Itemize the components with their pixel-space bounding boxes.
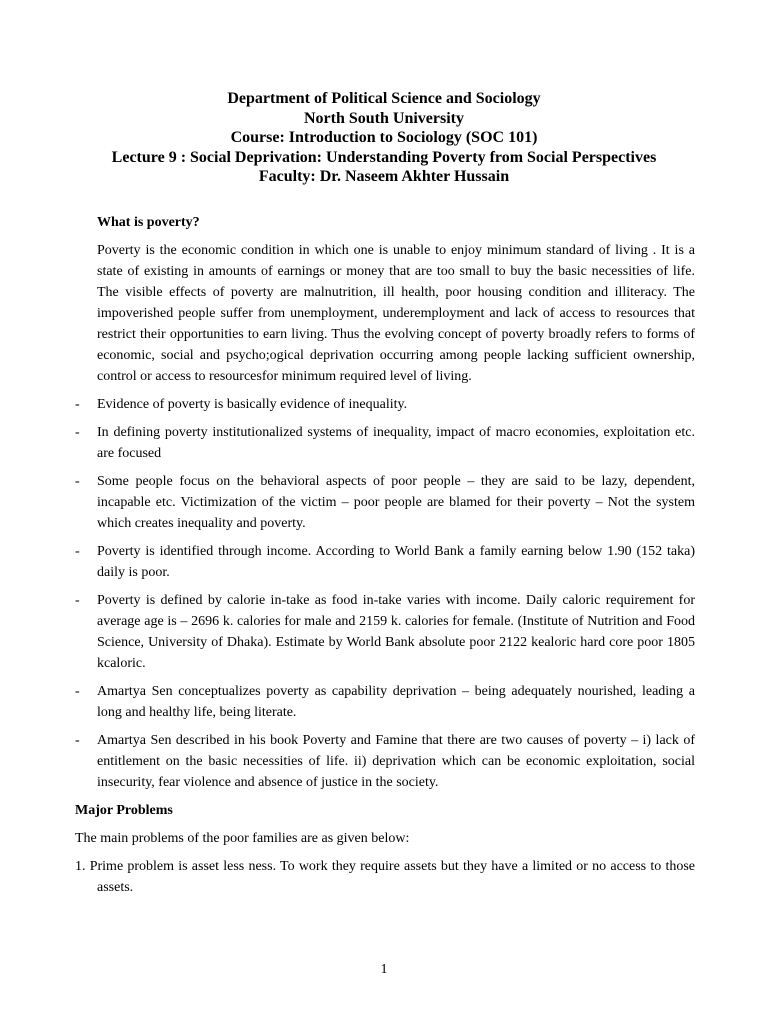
bullet-dash: - (75, 733, 80, 748)
document-header (0, 89, 768, 187)
course-title: Course: Introduction to Sociology (SOC 101) (230, 129, 538, 146)
bullet-dash: - (75, 544, 80, 559)
bullet-text: Amartya Sen conceptualizes poverty as capability deprivation – being adequately nourished, leading a long and healthy life, being literate. (97, 684, 695, 720)
poverty-definition-paragraph: Poverty is the economic condition in which one is unable to enjoy minimum standard of living . It is a state of existing in amounts of earnings or money that are too small to buy the basic necessities of life. The visible effects of poverty are malnutrition, ill health, poor housing condition and illiteracy. The impoverished people suffer from unemployment, underemployment and lack of access to resources that restrict their opportunities to earn living. Thus the evolving concept of poverty broadly refers to forms of economic, social and psycho;ogical deprivation occurring among people lacking sufficient ownership, control or access to resourcesfor minimum required level of living. (97, 243, 695, 384)
list-item (75, 681, 695, 723)
bullet-dash: - (75, 397, 80, 412)
bullet-text: Amartya Sen described in his book Poverty and Famine that there are two causes of poverty – i) lack of entitlement on the basic necessities of life. ii) deprivation which can be economic exploitation, social insecurity, fear violence and absence of justice in the society. (97, 733, 695, 790)
section-heading-what-is-poverty: What is poverty? (97, 215, 200, 230)
bullet-text: Poverty is identified through income. According to World Bank a family earning below 1.90 (152 taka) daily is poor. (97, 544, 695, 580)
department-title: Department of Political Science and Sociology (227, 90, 541, 107)
poverty-bullet-list (75, 394, 695, 793)
bullet-text: Some people focus on the behavioral aspects of poor people – they are said to be lazy, dependent, incapable etc. Victimization of the victim – poor people are blamed for their poverty – Not the system which creates inequality and poverty. (97, 474, 695, 531)
list-item (75, 541, 695, 583)
list-item (75, 422, 695, 464)
lecture-title: Lecture 9 : Social Deprivation: Understanding Poverty from Social Perspectives (111, 148, 657, 166)
bullet-dash: - (75, 593, 80, 608)
page-number: 1 (380, 962, 388, 977)
university-name: North South University (303, 109, 464, 127)
list-item (75, 730, 695, 793)
bullet-text: Evidence of poverty is basically evidence of inequality. (97, 397, 408, 412)
numbered-item-1: 1. Prime problem is asset less ness. To work they require assets but they have a limited or no access to those assets. (75, 859, 695, 895)
bullet-dash: - (75, 425, 80, 440)
major-problems-intro: The main problems of the poor families are as given below: (75, 831, 410, 846)
list-item (75, 394, 695, 415)
bullet-dash: - (75, 684, 80, 699)
bullet-dash: - (75, 474, 80, 489)
list-item (75, 471, 695, 534)
document-body (75, 212, 695, 898)
list-item (75, 590, 695, 674)
bullet-text: Poverty is defined by calorie in-take as food in-take varies with income. Daily caloric requirement for average age is – 2696 k. calories for male and 2159 k. calories for female. (Institute of Nutrition and Food Science, University of Dhaka). Estimate by World Bank absolute poor 2122 kealoric hard core poor 1805 kcaloric. (97, 593, 695, 671)
faculty-name: Faculty: Dr. Naseem Akhter Hussain (258, 168, 510, 185)
bullet-text: In defining poverty institutionalized systems of inequality, impact of macro economies, exploitation etc. are focused (97, 425, 695, 461)
section-heading-major-problems: Major Problems (75, 803, 173, 818)
